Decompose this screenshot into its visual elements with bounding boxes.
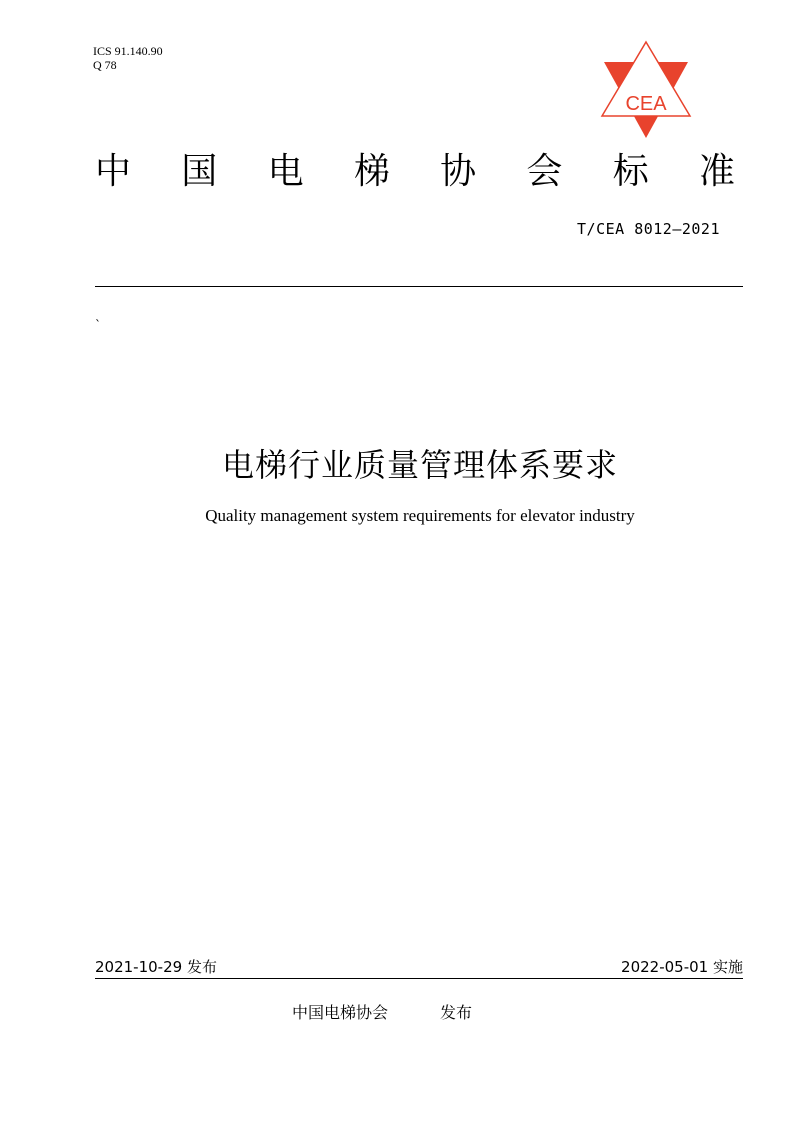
stray-mark: `: [95, 318, 101, 332]
heading-char: 标: [612, 151, 649, 192]
heading-char: 梯: [353, 151, 390, 192]
heading-char: 会: [526, 151, 563, 192]
heading-char: 电: [267, 151, 304, 192]
document-title-en: Quality management system requirements for elevator industry: [205, 506, 635, 525]
bottom-divider: [95, 978, 743, 979]
association-standard-heading: [95, 148, 735, 196]
heading-char: 协: [440, 151, 477, 192]
logo-text: CEA: [625, 93, 667, 115]
cea-logo: [600, 40, 692, 140]
heading-char: 中: [95, 151, 132, 192]
ccs-code: Q 78: [93, 58, 117, 72]
heading-char: 国: [181, 151, 218, 192]
implementation-date: 2022-05-01 实施: [621, 958, 743, 976]
top-divider: [95, 286, 743, 287]
publisher-name: 中国电梯协会: [292, 1003, 389, 1022]
release-date: 2021-10-29 发布: [95, 958, 217, 976]
publish-label: 发布: [440, 1003, 473, 1022]
ics-block: [93, 44, 163, 72]
document-title-cn: 电梯行业质量管理体系要求: [221, 446, 618, 484]
standard-number: T/CEA 8012—2021: [577, 220, 720, 238]
ics-code: ICS 91.140.90: [93, 44, 163, 58]
heading-char: 准: [698, 151, 735, 192]
